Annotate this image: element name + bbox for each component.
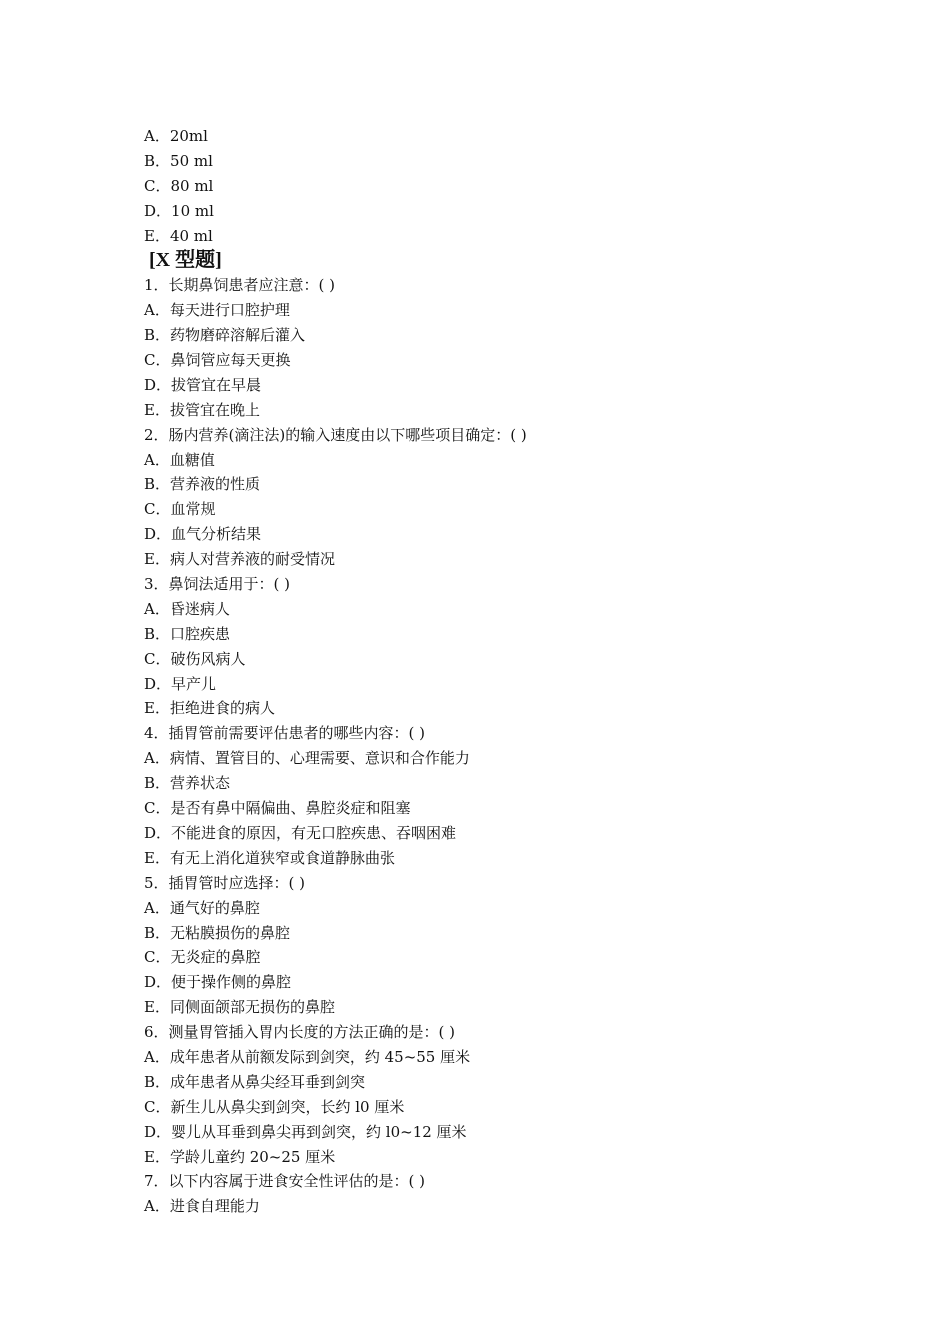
option-line: E．同侧面颌部无损伤的鼻腔 bbox=[144, 998, 335, 1017]
option-line: C．破伤风病人 bbox=[144, 649, 246, 668]
option-line: B．营养状态 bbox=[144, 774, 231, 793]
option-line: A．昏迷病人 bbox=[144, 599, 230, 618]
option-line: E．拔管宜在晚上 bbox=[144, 400, 260, 419]
option-line: A．病情、置管目的、心理需要、意识和合作能力 bbox=[144, 749, 470, 768]
option-line: B．药物磨碎溶解后灌入 bbox=[144, 326, 306, 345]
option-line: A．血糖值 bbox=[144, 450, 215, 469]
option-line: C．是否有鼻中隔偏曲、鼻腔炎症和阻塞 bbox=[144, 799, 411, 818]
question-stem: 7．以下内容属于进食安全性评估的是：( ) bbox=[144, 1172, 426, 1191]
option-line: B．成年患者从鼻尖经耳垂到剑突 bbox=[144, 1072, 366, 1091]
option-line: B．口腔疾患 bbox=[144, 624, 231, 643]
option-line: E．病人对营养液的耐受情况 bbox=[144, 550, 335, 569]
option-line: C．80 ml bbox=[144, 176, 214, 195]
option-line: E．有无上消化道狭窄或食道静脉曲张 bbox=[144, 848, 395, 867]
option-line: D．血气分析结果 bbox=[144, 525, 262, 544]
option-line: E．拒绝进食的病人 bbox=[144, 699, 275, 718]
question-stem: 4．插胃管前需要评估患者的哪些内容：( ) bbox=[144, 724, 426, 743]
option-line: D．早产儿 bbox=[144, 674, 217, 693]
option-line: C．新生儿从鼻尖到剑突，长约 l0 厘米 bbox=[144, 1097, 405, 1116]
option-line: B．无粘膜损伤的鼻腔 bbox=[144, 923, 291, 942]
question-stem: 2．肠内营养(滴注法)的输入速度由以下哪些项目确定：( ) bbox=[144, 425, 527, 444]
option-line: D．便于操作侧的鼻腔 bbox=[144, 973, 292, 992]
option-line: B．50 ml bbox=[144, 151, 213, 170]
option-line: A．进食自理能力 bbox=[144, 1197, 260, 1216]
option-line: A．成年患者从前额发际到剑突，约 45~55 厘米 bbox=[144, 1047, 471, 1066]
option-line: D．拔管宜在早晨 bbox=[144, 375, 262, 394]
section-title: [X 型题] bbox=[149, 249, 222, 272]
option-line: D．不能进食的原因，有无口腔疾患、吞咽困难 bbox=[144, 823, 457, 842]
option-line: C．无炎症的鼻腔 bbox=[144, 948, 261, 967]
option-line: D．婴儿从耳垂到鼻尖再到剑突，约 l0~12 厘米 bbox=[144, 1122, 467, 1141]
option-line: D．10 ml bbox=[144, 201, 214, 220]
option-line: E．学龄儿童约 20~25 厘米 bbox=[144, 1147, 336, 1166]
option-line: A．每天进行口腔护理 bbox=[144, 301, 290, 320]
question-list bbox=[144, 124, 844, 1219]
option-line: A．20ml bbox=[144, 127, 208, 145]
option-line: E．40 ml bbox=[144, 226, 213, 245]
option-line: B．营养液的性质 bbox=[144, 475, 261, 494]
question-stem: 3．鼻饲法适用于：( ) bbox=[144, 575, 291, 594]
question-stem: 5．插胃管时应选择：( ) bbox=[144, 873, 306, 892]
option-line: C．血常规 bbox=[144, 500, 216, 519]
question-stem: 1．长期鼻饲患者应注意：( ) bbox=[144, 276, 336, 295]
option-line: A．通气好的鼻腔 bbox=[144, 898, 260, 917]
option-line: C．鼻饲管应每天更换 bbox=[144, 351, 291, 370]
question-stem: 6．测量胃管插入胃内长度的方法正确的是：( ) bbox=[144, 1023, 456, 1042]
